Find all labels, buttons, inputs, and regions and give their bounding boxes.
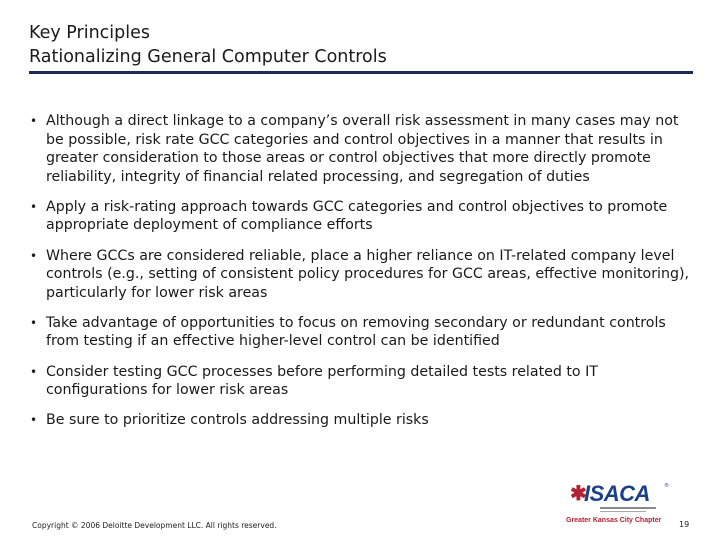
bullet-dot-icon: •: [30, 114, 38, 128]
bullet-item: [29, 112, 697, 186]
bullet-text: Where GCCs are considered reliable, place a higher reliance on IT-related company level controls (e.g., setting of consistent policy procedures for GCC areas, effective monitoring), particularly for lower risk areas: [46, 247, 690, 301]
bullet-item: [29, 198, 697, 235]
title-line-1: Key Principles: [29, 23, 151, 43]
registered-mark-icon: ®: [664, 483, 669, 489]
bullet-dot-icon: •: [30, 248, 38, 263]
bullet-item: [29, 247, 697, 303]
bullet-item: [29, 363, 697, 400]
bullet-text: Consider testing GCC processes before performing detailed tests related to IT configurations for lower risk areas: [46, 363, 598, 399]
logo-star-icon: ✱: [570, 483, 587, 505]
slide-title: [29, 21, 387, 69]
copyright-footer: Copyright © 2006 Deloitte Development LLC. All rights reserved.: [32, 521, 277, 530]
bullet-dot-icon: •: [30, 315, 38, 330]
logo-tagline-mark: [600, 507, 656, 509]
bullet-item: [29, 314, 697, 351]
bullet-item: [29, 411, 697, 430]
logo-tagline-mark: [600, 511, 646, 512]
bullet-text: Take advantage of opportunities to focus on removing secondary or redundant controls from testing if an effective higher-level control can be identified: [46, 314, 666, 350]
title-line-2: Rationalizing General Computer Controls: [29, 47, 387, 67]
bullet-dot-icon: •: [30, 364, 38, 379]
isaca-logo: [564, 480, 672, 530]
title-divider: [29, 71, 693, 74]
page-number: 19: [679, 520, 690, 529]
bullet-text: Although a direct linkage to a company’s overall risk assessment in many cases may not be possible, risk rate GCC categories and control objectives in a manner that results in greater consideration to those areas or control objectives that more directly promote reliability, integrity of financial related processing, and segregation of duties: [46, 113, 679, 185]
bullet-dot-icon: •: [30, 199, 38, 214]
bullet-dot-icon: •: [30, 413, 38, 428]
bullet-list: [29, 112, 697, 441]
bullet-text: Be sure to prioritize controls addressing multiple risks: [46, 412, 429, 429]
logo-wordmark: ISACA: [584, 481, 650, 506]
bullet-text: Apply a risk-rating approach towards GCC categories and control objectives to promote appropriate deployment of compliance efforts: [46, 198, 668, 234]
chapter-name: Greater Kansas City Chapter: [566, 517, 662, 524]
